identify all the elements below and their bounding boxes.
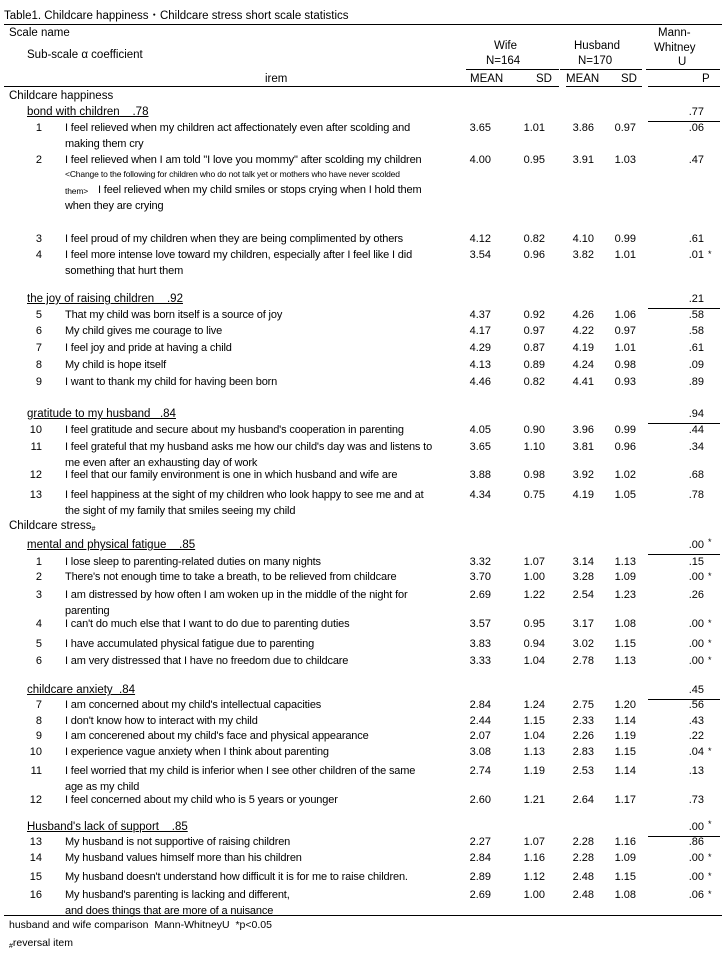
husband-mean: 3.14 — [572, 556, 594, 568]
subscale-p — [689, 821, 704, 833]
item-text: parenting — [65, 605, 110, 617]
item-text: I feel more intense love toward my children, especially after I feel like I did — [65, 249, 413, 261]
header-husband: Husband — [574, 40, 621, 52]
section-title — [9, 520, 95, 533]
item-text: I feel joy and pride at having a child — [65, 342, 232, 354]
wife-sd: 1.07 — [523, 556, 545, 568]
item-text: something that hurt them — [65, 265, 184, 277]
husband-mean: 3.81 — [572, 441, 594, 453]
header-mw-3: U — [678, 56, 687, 68]
husband-mean: 4.24 — [572, 359, 594, 371]
significance-star: * — [708, 746, 712, 756]
husband-sd: 1.13 — [614, 556, 636, 568]
wife-mean: 4.46 — [469, 376, 491, 388]
item-text: I am concerned about my child's intellectual capacities — [65, 699, 322, 711]
subscale-p — [689, 293, 704, 305]
item-text: My husband values himself more than his children — [65, 852, 302, 864]
p-value: .15 — [688, 556, 704, 568]
wife-sd: 1.19 — [523, 765, 545, 777]
item-number: 1 — [35, 556, 42, 568]
wife-sd: 0.92 — [523, 309, 545, 321]
wife-mean: 3.08 — [469, 746, 491, 758]
item-number: 14 — [29, 852, 42, 864]
wife-mean: 4.17 — [469, 325, 491, 337]
wife-sd: 1.00 — [523, 571, 545, 583]
wife-sd: 0.89 — [523, 359, 545, 371]
wife-sd: 0.97 — [523, 325, 545, 337]
wife-sd: 1.04 — [523, 655, 545, 667]
item-number: 5 — [35, 638, 42, 650]
item-text: when they are crying — [65, 200, 164, 212]
wife-mean: 3.54 — [469, 249, 491, 261]
subscale-p-value: .00 — [688, 539, 704, 551]
wife-mean: 2.44 — [469, 715, 491, 727]
item-number: 12 — [29, 794, 42, 806]
subscale-name: Husband's lack of support .85 — [27, 821, 188, 833]
wife-sd: 0.95 — [523, 618, 545, 630]
wife-sd: 1.13 — [523, 746, 545, 758]
wife-sd: 1.22 — [523, 589, 545, 601]
p-value: .78 — [688, 489, 704, 501]
significance-star: * — [708, 889, 712, 899]
item-number: 7 — [35, 699, 42, 711]
wife-sd: 0.87 — [523, 342, 545, 354]
husband-mean: 2.83 — [572, 746, 594, 758]
wife-mean: 4.37 — [469, 309, 491, 321]
significance-star: * — [708, 249, 712, 259]
item-number: 4 — [35, 618, 42, 630]
subscale-p-value: .45 — [688, 684, 704, 696]
husband-mean: 4.19 — [572, 342, 594, 354]
wife-mean: 4.13 — [469, 359, 491, 371]
wife-mean: 3.65 — [469, 122, 491, 134]
husband-sd: 0.98 — [614, 359, 636, 371]
p-value: .22 — [688, 730, 704, 742]
p-value: .00 — [688, 638, 704, 650]
item-text: I lose sleep to parenting-related duties on many nights — [65, 556, 321, 568]
item-text: My husband is not supportive of raising children — [65, 836, 291, 848]
husband-sd: 1.01 — [614, 342, 636, 354]
subscale-rule — [648, 308, 720, 309]
husband-sd: 0.93 — [614, 376, 636, 388]
husband-mean: 2.78 — [572, 655, 594, 667]
p-value: .47 — [688, 154, 704, 166]
significance-star: * — [708, 537, 712, 547]
item-text: the sight of my family that smiles seeing my child — [65, 505, 296, 517]
wife-mean: 2.27 — [469, 836, 491, 848]
item-number: 10 — [29, 424, 42, 436]
subscale-name: childcare anxiety .84 — [27, 684, 136, 696]
item-text: me even after an exhausting day of work — [65, 457, 258, 469]
subscale-p — [689, 684, 704, 696]
husband-sd: 1.15 — [614, 638, 636, 650]
husband-sd: 1.17 — [614, 794, 636, 806]
husband-mean: 4.22 — [572, 325, 594, 337]
wife-sd: 0.82 — [523, 233, 545, 245]
p-value: .01 — [688, 249, 704, 261]
item-number: 11 — [30, 441, 42, 453]
item-number: 6 — [35, 325, 42, 337]
item-number: 15 — [29, 871, 42, 883]
rule-wife-group — [466, 69, 559, 70]
husband-mean: 2.33 — [572, 715, 594, 727]
wife-mean: 2.84 — [469, 852, 491, 864]
p-value: .56 — [688, 699, 704, 711]
husband-sd: 1.23 — [614, 589, 636, 601]
wife-mean: 4.00 — [469, 154, 491, 166]
item-text: I experience vague anxiety when I think about parenting — [65, 746, 329, 758]
item-text: There's not enough time to take a breath, to be relieved from childcare — [65, 571, 397, 583]
wife-sd: 0.75 — [523, 489, 545, 501]
wife-mean: 3.65 — [469, 441, 491, 453]
wife-mean: 2.84 — [469, 699, 491, 711]
item-text: I feel relieved when I am told "I love you mommy" after scolding my children — [65, 154, 422, 166]
wife-sd: 1.16 — [523, 852, 545, 864]
item-note: <Change to the following for children who do not talk yet or mothers who have never scolded — [65, 169, 400, 179]
husband-mean: 2.48 — [572, 871, 594, 883]
item-number: 10 — [29, 746, 42, 758]
item-number: 12 — [29, 469, 42, 481]
husband-mean: 3.02 — [572, 638, 594, 650]
item-number: 8 — [35, 715, 42, 727]
item-text: I feel gratitude and secure about my husband's cooperation in parenting — [65, 424, 404, 436]
item-text: I have accumulated physical fatigue due to parenting — [65, 638, 315, 650]
wife-sd: 1.07 — [523, 836, 545, 848]
item-text: I feel relieved when my child smiles or stops crying when I hold them — [98, 184, 422, 196]
husband-sd: 1.09 — [614, 571, 636, 583]
header-wife-n: N=164 — [486, 55, 521, 67]
item-text: I feel worried that my child is inferior when I see other children of the same — [65, 765, 416, 777]
wife-mean: 2.89 — [469, 871, 491, 883]
wife-mean: 2.69 — [469, 889, 491, 901]
significance-star: * — [708, 618, 712, 628]
husband-sd: 1.08 — [614, 618, 636, 630]
wife-sd: 1.21 — [523, 794, 545, 806]
item-number: 6 — [35, 655, 42, 667]
significance-star: * — [708, 871, 712, 881]
item-number: 9 — [35, 730, 42, 742]
header-husband-sd: SD — [621, 73, 637, 85]
husband-mean: 3.91 — [572, 154, 594, 166]
wife-mean: 3.33 — [469, 655, 491, 667]
significance-star: * — [708, 638, 712, 648]
p-value: .00 — [688, 571, 704, 583]
header-p: P — [702, 73, 710, 85]
husband-sd: 1.02 — [614, 469, 636, 481]
section-title-text: Childcare happiness — [9, 90, 114, 102]
p-value: .73 — [688, 794, 704, 806]
wife-sd: 1.10 — [523, 441, 545, 453]
husband-mean: 2.75 — [572, 699, 594, 711]
reversal-mark: # — [91, 526, 96, 533]
p-value: .06 — [688, 122, 704, 134]
subscale-p-value: .77 — [688, 106, 704, 118]
husband-mean: 3.17 — [572, 618, 594, 630]
p-value: .04 — [688, 746, 704, 758]
wife-sd: 0.82 — [523, 376, 545, 388]
husband-mean: 3.82 — [572, 249, 594, 261]
wife-sd: 0.95 — [523, 154, 545, 166]
husband-sd: 1.13 — [614, 655, 636, 667]
item-text: My child gives me courage to live — [65, 325, 223, 337]
item-number: 16 — [29, 889, 42, 901]
p-value: .26 — [688, 589, 704, 601]
item-text: I want to thank my child for having been born — [65, 376, 278, 388]
subscale-name: mental and physical fatigue .85 — [27, 539, 196, 551]
husband-sd: 1.14 — [614, 715, 636, 727]
p-value: .61 — [688, 342, 704, 354]
item-number: 11 — [30, 765, 42, 777]
subscale-rule — [648, 121, 720, 122]
husband-sd: 0.99 — [614, 424, 636, 436]
item-text: I feel concerned about my child who is 5 years or younger — [65, 794, 338, 806]
wife-sd: 0.98 — [523, 469, 545, 481]
husband-mean: 2.48 — [572, 889, 594, 901]
item-number: 1 — [35, 122, 42, 134]
p-value: .89 — [688, 376, 704, 388]
header-wife-sd: SD — [536, 73, 552, 85]
p-value: .09 — [688, 359, 704, 371]
header-husband-mean: MEAN — [566, 73, 600, 85]
item-text: I can't do much else that I want to do due to parenting duties — [65, 618, 350, 630]
item-text: My husband's parenting is lacking and different, — [65, 889, 290, 901]
rule-top — [4, 24, 722, 25]
header-mw-2: Whitney — [654, 42, 696, 54]
significance-star: * — [708, 655, 712, 665]
wife-sd: 1.01 — [523, 122, 545, 134]
subscale-p-value: .94 — [688, 408, 704, 420]
husband-sd: 1.14 — [614, 765, 636, 777]
item-note-end: them> — [65, 186, 89, 196]
item-text: I feel relieved when my children act affectionately even after scolding and — [65, 122, 411, 134]
header-wife-mean: MEAN — [470, 73, 504, 85]
reversal-mark: # — [9, 943, 13, 950]
p-value: .58 — [688, 325, 704, 337]
wife-mean: 2.07 — [469, 730, 491, 742]
husband-mean: 2.64 — [572, 794, 594, 806]
section-title-text: Childcare stress — [9, 520, 92, 532]
footnote-reversal — [9, 937, 73, 950]
item-text: I feel proud of my children when they are being complimented by others — [65, 233, 404, 245]
husband-mean: 2.28 — [572, 836, 594, 848]
item-number: 2 — [35, 154, 42, 166]
husband-sd: 1.20 — [614, 699, 636, 711]
table-caption: Table1. Childcare happiness・Childcare stress short scale statistics — [4, 10, 349, 22]
subscale-name: bond with children .78 — [27, 106, 149, 118]
header-subscale-alpha: Sub-scale α coefficient — [27, 49, 143, 61]
rule-husband-group — [560, 69, 642, 70]
wife-mean: 3.32 — [469, 556, 491, 568]
subscale-name: the joy of raising children .92 — [27, 293, 183, 305]
rule-header-bottom-mw — [648, 86, 720, 87]
subscale-p — [689, 408, 704, 420]
item-text: I don't know how to interact with my child — [65, 715, 258, 727]
item-text: I feel happiness at the sight of my children who look happy to see me and at — [65, 489, 424, 501]
reversal-text: reversal item — [12, 937, 74, 949]
husband-mean: 2.28 — [572, 852, 594, 864]
p-value: .06 — [688, 889, 704, 901]
subscale-p-value: .21 — [688, 293, 704, 305]
rule-bottom — [4, 915, 722, 916]
husband-sd: 1.06 — [614, 309, 636, 321]
p-value: .34 — [688, 441, 704, 453]
item-number: 3 — [35, 233, 42, 245]
item-text: I am distressed by how often I am woken up in the middle of the night for — [65, 589, 408, 601]
husband-mean: 4.41 — [572, 376, 594, 388]
husband-sd: 1.16 — [614, 836, 636, 848]
significance-star: * — [708, 819, 712, 829]
husband-sd: 1.01 — [614, 249, 636, 261]
item-number: 5 — [35, 309, 42, 321]
item-text: My child is hope itself — [65, 359, 167, 371]
husband-mean: 4.26 — [572, 309, 594, 321]
husband-mean: 3.92 — [572, 469, 594, 481]
wife-mean: 3.57 — [469, 618, 491, 630]
significance-star: * — [708, 852, 712, 862]
husband-sd: 0.97 — [614, 325, 636, 337]
item-number: 13 — [29, 489, 42, 501]
husband-mean: 2.54 — [572, 589, 594, 601]
husband-sd: 0.99 — [614, 233, 636, 245]
husband-mean: 4.10 — [572, 233, 594, 245]
husband-mean: 3.28 — [572, 571, 594, 583]
subscale-rule — [648, 554, 720, 555]
wife-mean: 4.34 — [469, 489, 491, 501]
wife-sd: 1.24 — [523, 699, 545, 711]
p-value: .13 — [688, 765, 704, 777]
wife-mean: 4.12 — [469, 233, 491, 245]
husband-mean: 4.19 — [572, 489, 594, 501]
husband-sd: 1.15 — [614, 746, 636, 758]
p-value: .00 — [688, 871, 704, 883]
wife-sd: 1.12 — [523, 871, 545, 883]
subscale-p-value: .00 — [688, 821, 704, 833]
item-text: I am very distressed that I have no freedom due to childcare — [65, 655, 349, 667]
p-value: .68 — [688, 469, 704, 481]
wife-sd: 0.94 — [523, 638, 545, 650]
item-text: That my child was born itself is a source of joy — [65, 309, 283, 321]
wife-sd: 0.96 — [523, 249, 545, 261]
rule-header-bottom-left — [4, 86, 559, 87]
wife-mean: 3.70 — [469, 571, 491, 583]
husband-sd: 1.05 — [614, 489, 636, 501]
item-number: 3 — [35, 589, 42, 601]
wife-sd: 1.15 — [523, 715, 545, 727]
wife-mean: 3.83 — [469, 638, 491, 650]
item-text: I feel grateful that my husband asks me how our child's day was and listens to — [65, 441, 433, 453]
husband-mean: 2.53 — [572, 765, 594, 777]
section-title — [9, 90, 113, 102]
subscale-rule — [648, 836, 720, 837]
item-text: and does things that are more of a nuisance — [65, 905, 274, 917]
header-scale-name: Scale name — [9, 27, 70, 39]
husband-sd: 1.19 — [614, 730, 636, 742]
p-value: .00 — [688, 655, 704, 667]
p-value: .86 — [688, 836, 704, 848]
husband-mean: 3.96 — [572, 424, 594, 436]
wife-sd: 1.04 — [523, 730, 545, 742]
wife-mean: 2.74 — [469, 765, 491, 777]
rule-header-bottom-husband — [566, 86, 642, 87]
wife-mean: 3.88 — [469, 469, 491, 481]
subscale-name: gratitude to my husband .84 — [27, 408, 176, 420]
husband-sd: 0.96 — [614, 441, 636, 453]
subscale-rule — [648, 699, 720, 700]
item-text: I am concerened about my child's face and physical appearance — [65, 730, 369, 742]
item-number: 7 — [35, 342, 42, 354]
wife-mean: 2.69 — [469, 589, 491, 601]
header-item: irem — [265, 73, 288, 85]
header-husband-n: N=170 — [578, 55, 613, 67]
item-number: 4 — [35, 249, 42, 261]
p-value: .61 — [688, 233, 704, 245]
p-value: .00 — [688, 852, 704, 864]
item-number: 2 — [35, 571, 42, 583]
husband-sd: 1.15 — [614, 871, 636, 883]
rule-mw-group — [646, 69, 720, 70]
p-value: .58 — [688, 309, 704, 321]
wife-mean: 2.60 — [469, 794, 491, 806]
p-value: .44 — [688, 424, 704, 436]
item-number: 9 — [35, 376, 42, 388]
husband-mean: 2.26 — [572, 730, 594, 742]
wife-sd: 0.90 — [523, 424, 545, 436]
item-text: making them cry — [65, 138, 144, 150]
footnote-comparison: husband and wife comparison Mann-WhitneyU *p<0.05 — [9, 919, 272, 931]
subscale-p — [689, 539, 704, 551]
wife-mean: 4.29 — [469, 342, 491, 354]
wife-sd: 1.00 — [523, 889, 545, 901]
item-text: age as my child — [65, 781, 140, 793]
header-mw-1: Mann- — [658, 27, 691, 39]
p-value: .00 — [688, 618, 704, 630]
husband-sd: 0.97 — [614, 122, 636, 134]
p-value: .43 — [688, 715, 704, 727]
subscale-rule — [648, 423, 720, 424]
husband-mean: 3.86 — [572, 122, 594, 134]
wife-mean: 4.05 — [469, 424, 491, 436]
significance-star: * — [708, 571, 712, 581]
item-number: 13 — [29, 836, 42, 848]
husband-sd: 1.09 — [614, 852, 636, 864]
header-wife: Wife — [494, 40, 517, 52]
item-number: 8 — [35, 359, 42, 371]
item-text: My husband doesn't understand how difficult it is for me to raise children. — [65, 871, 408, 883]
item-text: I feel that our family environment is one in which husband and wife are — [65, 469, 398, 481]
husband-sd: 1.08 — [614, 889, 636, 901]
husband-sd: 1.03 — [614, 154, 636, 166]
subscale-p — [689, 106, 704, 118]
